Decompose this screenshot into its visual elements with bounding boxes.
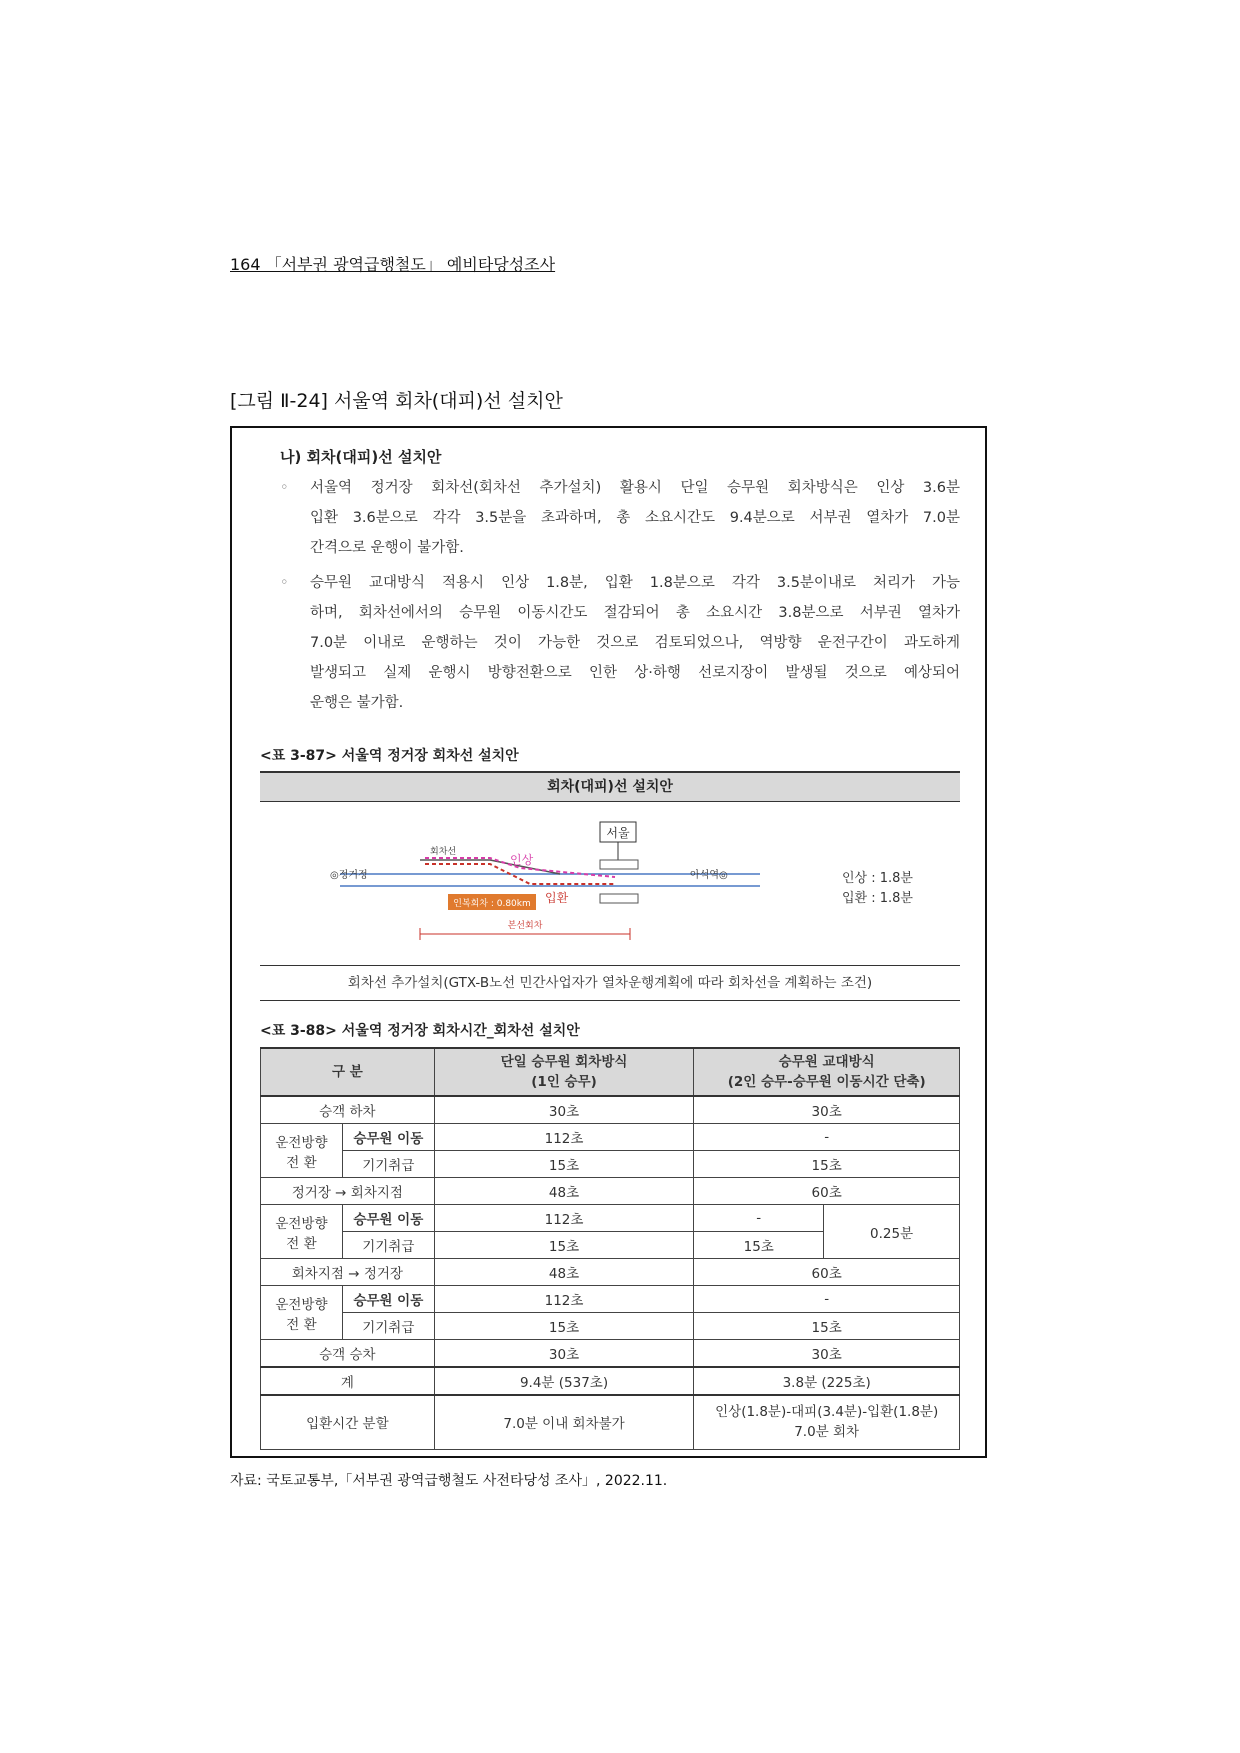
row-label: 기기취급 bbox=[342, 1313, 434, 1340]
bullet-2-line-5: 운행은 불가함. bbox=[310, 695, 404, 711]
table-row bbox=[261, 1048, 960, 1096]
row-label: 승무원 이동 bbox=[342, 1286, 434, 1313]
row-label: 승무원 이동 bbox=[342, 1124, 434, 1151]
right-end-label: 아석역◎ bbox=[690, 870, 728, 881]
table-87 bbox=[260, 771, 960, 1001]
cell: 9.4분 (537초) bbox=[434, 1367, 694, 1395]
row-label: 승무원 이동 bbox=[342, 1205, 434, 1232]
time-shunt: 입환 : 1.8분 bbox=[842, 891, 913, 906]
row-label: 입환시간 분할 bbox=[261, 1395, 435, 1449]
table-row bbox=[261, 1178, 960, 1205]
table-row bbox=[261, 1124, 960, 1151]
table-row-split bbox=[261, 1395, 960, 1449]
left-end-label: ◎정거정 bbox=[330, 870, 368, 881]
loop-track bbox=[420, 860, 560, 874]
table-row bbox=[261, 1259, 960, 1286]
cell: 30초 bbox=[434, 1340, 694, 1368]
cell: 112초 bbox=[434, 1205, 694, 1232]
bullet-2-line-2: 하며, 회차선에서의 승무원 이동시간도 절감되어 총 소요시간 3.8분으로 서부권 열차가 bbox=[310, 605, 960, 621]
header-single: 단일 승무원 회차방식 (1인 승무) bbox=[434, 1048, 694, 1096]
figure-frame bbox=[230, 426, 987, 1458]
cell: 112초 bbox=[434, 1124, 694, 1151]
table-87-caption: <표 3-87> 서울역 정거장 회차선 설치안 bbox=[260, 748, 519, 764]
header-crew: 승무원 교대방식 (2인 승무-승무원 이동시간 단축) bbox=[694, 1048, 960, 1096]
row-label: 승객 하차 bbox=[261, 1096, 435, 1124]
cell: 15초 bbox=[694, 1151, 960, 1178]
table-row bbox=[261, 1096, 960, 1124]
running-header: 164 「서부권 광역급행철도」 예비타당성조사 bbox=[230, 255, 556, 274]
cell: - bbox=[694, 1124, 960, 1151]
row-label: 계 bbox=[261, 1367, 435, 1395]
cell: 30초 bbox=[694, 1340, 960, 1368]
cell-merged: 0.25분 bbox=[824, 1205, 960, 1259]
row-label: 승객 승차 bbox=[261, 1340, 435, 1368]
cell: 60초 bbox=[694, 1178, 960, 1205]
cell: 48초 bbox=[434, 1178, 694, 1205]
row-label: 회차지점 → 정거장 bbox=[261, 1259, 435, 1286]
main-line-label: 본선회차 bbox=[507, 921, 543, 931]
station-label: 서울 bbox=[606, 826, 630, 840]
row-label: 정거장 → 회차지점 bbox=[261, 1178, 435, 1205]
bullet-mark: ◦ bbox=[280, 575, 289, 591]
bullet-1 bbox=[280, 473, 960, 563]
group-label: 운전방향 전 환 bbox=[261, 1286, 343, 1340]
table-row-total bbox=[261, 1367, 960, 1395]
time-pull: 인상 : 1.8분 bbox=[842, 871, 913, 886]
shunt-label: 입환 bbox=[545, 891, 569, 905]
bullet-1-line-2: 입환 3.6분으로 각각 3.5분을 초과하며, 총 소요시간도 9.4분으로 서부권 열차가 7.0분 bbox=[310, 510, 960, 526]
group-label: 운전방향 전 환 bbox=[261, 1124, 343, 1178]
row-label: 기기취급 bbox=[342, 1232, 434, 1259]
bullet-2-line-1: 승무원 교대방식 적용시 인상 1.8분, 입환 1.8분으로 각각 3.5분이내로 처리가 가능 bbox=[310, 575, 960, 591]
loop-line-label: 회차선 bbox=[430, 847, 457, 857]
table-row bbox=[261, 1205, 960, 1232]
cell: 30초 bbox=[434, 1096, 694, 1124]
row-label: 기기취급 bbox=[342, 1151, 434, 1178]
table-row bbox=[261, 1340, 960, 1368]
cell: - bbox=[694, 1286, 960, 1313]
platform-upper bbox=[600, 860, 638, 869]
table-row bbox=[261, 1313, 960, 1340]
figure-caption: [그림 Ⅱ-24] 서울역 회차(대피)선 설치안 bbox=[230, 390, 563, 412]
cell: 15초 bbox=[434, 1313, 694, 1340]
cell: 112초 bbox=[434, 1286, 694, 1313]
cell: 15초 bbox=[434, 1232, 694, 1259]
cell: 15초 bbox=[694, 1313, 960, 1340]
table-87-header: 회차(대피)선 설치안 bbox=[260, 771, 960, 802]
bullet-2 bbox=[280, 568, 960, 718]
source-note: 자료: 국토교통부,「서부권 광역급행철도 사전타당성 조사」, 2022.11. bbox=[230, 1473, 668, 1489]
table-88 bbox=[260, 1047, 960, 1450]
table-row bbox=[261, 1151, 960, 1178]
pull-label: 인상 bbox=[510, 853, 534, 867]
bullet-2-line-4: 발생되고 실제 운행시 방향전환으로 인한 상·하행 선로지장이 발생될 것으로 예상되어 bbox=[310, 665, 960, 681]
cell: - bbox=[694, 1205, 824, 1232]
bullet-1-line-1: 서울역 정거장 회차선(회차선 추가설치) 활용시 단일 승무원 회차방식은 인상 3.6분 bbox=[310, 480, 960, 496]
cell: 인상(1.8분)-대피(3.4분)-입환(1.8분) 7.0분 회차 bbox=[694, 1395, 960, 1449]
track-diagram bbox=[260, 802, 960, 966]
table-87-footer: 회차선 추가설치(GTX-B노선 민간사업자가 열차운행계획에 따라 회차선을 계획하는 조건) bbox=[260, 965, 960, 1001]
cell: 15초 bbox=[434, 1151, 694, 1178]
bullet-2-line-3: 7.0분 이내로 운행하는 것이 가능한 것으로 검토되었으나, 역방향 운전구간이 과도하게 bbox=[310, 635, 960, 651]
bullet-1-line-3: 간격으로 운행이 불가함. bbox=[310, 540, 464, 556]
bullet-mark: ◦ bbox=[280, 480, 289, 496]
cell: 3.8분 (225초) bbox=[694, 1367, 960, 1395]
cell: 15초 bbox=[694, 1232, 824, 1259]
section-heading: 나) 회차(대피)선 설치안 bbox=[280, 448, 442, 466]
turnback-badge-label: 인복회차 : 0.80km bbox=[453, 899, 531, 909]
group-label: 운전방향 전 환 bbox=[261, 1205, 343, 1259]
table-row bbox=[261, 1286, 960, 1313]
platform-lower bbox=[600, 894, 638, 903]
cell: 30초 bbox=[694, 1096, 960, 1124]
cell: 48초 bbox=[434, 1259, 694, 1286]
header-category: 구 분 bbox=[261, 1048, 435, 1096]
cell: 60초 bbox=[694, 1259, 960, 1286]
cell: 7.0분 이내 회차불가 bbox=[434, 1395, 694, 1449]
table-88-caption: <표 3-88> 서울역 정거장 회차시간_회차선 설치안 bbox=[260, 1023, 580, 1039]
